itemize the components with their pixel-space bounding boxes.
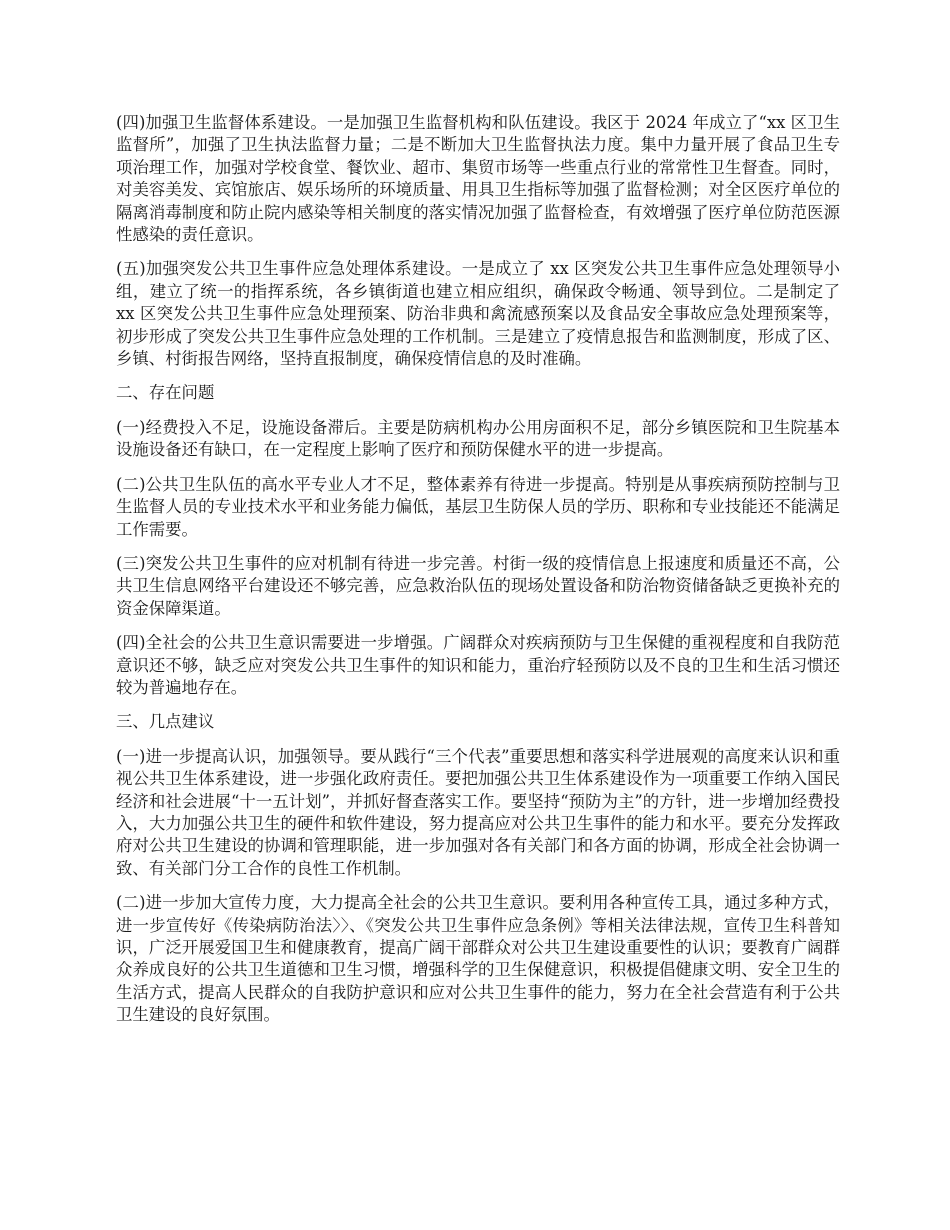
paragraph-emergency-system: (五)加强突发公共卫生事件应急处理体系建设。一是成立了 xx 区突发公共卫生事件应急处理领导小组，建立了统一的指挥系统，各乡镇街道也建立相应组织，确保政令畅通、领导到位。二是制定了 xx 区突发公共卫生事件应急处理预案、防治非典和禽流感预案以及食品安全事故应急处理预案等，初步形成了突发公共卫生事件应急处理的工作机制。三是建立了疫情息报告和监测制度，形成了区、乡镇、村街报告网络，坚持直报制度，确保疫情信息的及时准确。 bbox=[116, 259, 840, 369]
paragraph-problem-awareness: (四)全社会的公共卫生意识需要进一步增强。广阔群众对疾病预防与卫生保健的重视程度和自我防范意识还不够，缺乏应对突发公共卫生事件的知识和能力，重治疗轻预防以及不良的卫生和生活习惯还较为普遍地存在。 bbox=[116, 633, 840, 697]
paragraph-problem-funding: (一)经费投入不足，设施设备滞后。主要是防病机构办公用房面积不足，部分乡镇医院和卫生院基本设施设备还有缺口，在一定程度上影响了医疗和预防保健水平的进一步提高。 bbox=[116, 417, 840, 460]
paragraph-suggestion-publicity: (二)进一步加大宣传力度，大力提高全社会的公共卫生意识。要利用各种宣传工具，通过多种方式，进一步宣传好《传染病防治法〉〉、《突发公共卫生事件应急条例》等相关法律法规，宣传卫生科普知识，广泛开展爱国卫生和健康教育，提高广阔干部群众对公共卫生建设重要性的认识；要教育广阔群众养成良好的公共卫生道德和卫生习惯，增强科学的卫生保健意识，积极提倡健康文明、安全卫生的生活方式，提高人民群众的自我防护意识和应对公共卫生事件的能力，努力在全社会营造有利于公共卫生建设的良好氛围。 bbox=[116, 893, 840, 1025]
section-heading-problems: 二、存在问题 bbox=[116, 383, 215, 403]
paragraph-problem-talent: (二)公共卫生队伍的高水平专业人才不足，整体素养有待进一步提高。特别是从事疾病预防控制与卫生监督人员的专业技术水平和业务能力偏低，基层卫生防保人员的学历、职称和专业技能还不能满足工作需要。 bbox=[116, 474, 840, 539]
paragraph-suggestion-leadership: (一)进一步提高认识，加强领导。要从践行“三个代表”重要思想和落实科学进展观的高度来认识和重视公共卫生体系建设，进一步强化政府责任。要把加强公共卫生体系建设作为一项重要工作纳入国民经济和社会进展“十一五计划”，并抓好督查落实工作。要坚持“预防为主”的方针，进一步增加经费投入，大力加强公共卫生的硬件和软件建设，努力提高应对公共卫生事件的能力和水平。要充分发挥政府对公共卫生建设的协调和管理职能，进一步加强对各有关部门和各方面的协调，形成全社会协调一致、有关部门分工合作的良性工作机制。 bbox=[116, 746, 840, 878]
paragraph-supervision-system: (四)加强卫生监督体系建设。一是加强卫生监督机构和队伍建设。我区于 2024 年成立了“xx 区卫生监督所”，加强了卫生执法监督力量；二是不断加大卫生监督执法力度。集中力量开展了食品卫生专项治理工作，加强对学校食堂、餐饮业、超市、集贸市场等一些重点行业的常常性卫生督查。同时，对美容美发、宾馆旅店、娱乐场所的环境质量、用具卫生指标等加强了监督检测；对全区医疗单位的隔离消毒制度和防止院内感染等相关制度的落实情况加强了监督检查，有效增强了医疗单位防范医源性感染的责任意识。 bbox=[116, 113, 840, 245]
paragraph-problem-mechanism: (三)突发公共卫生事件的应对机制有待进一步完善。村街一级的疫情信息上报速度和质量还不高，公共卫生信息网络平台建设还不够完善，应急救治队伍的现场处置设备和防治物资储备缺乏更换补充的资金保障渠道。 bbox=[116, 553, 840, 618]
section-heading-suggestions: 三、几点建议 bbox=[116, 712, 215, 732]
document-body bbox=[116, 112, 840, 1039]
